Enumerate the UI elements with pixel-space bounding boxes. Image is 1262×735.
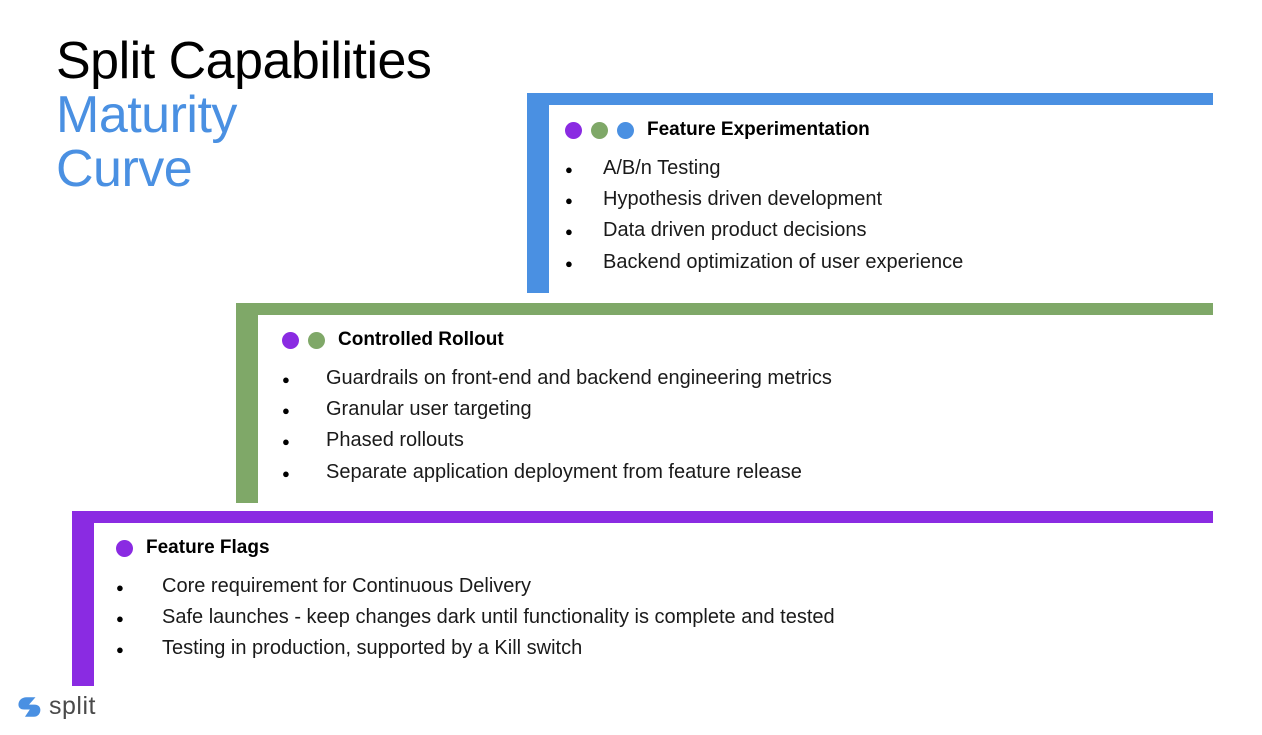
bullet-icon: ● xyxy=(282,372,290,387)
list-item-label: Data driven product decisions xyxy=(603,219,867,242)
tier-header-feature-experimentation xyxy=(565,119,1203,141)
list-item xyxy=(282,394,1203,425)
tier-title: Feature Flags xyxy=(146,537,270,558)
tier-bar-left xyxy=(527,93,549,293)
tier-content-controlled-rollout xyxy=(282,329,1203,488)
list-item-label: Core requirement for Continuous Delivery xyxy=(162,575,532,597)
bullet-icon: ● xyxy=(282,403,290,419)
maturity-dot-green-icon xyxy=(308,332,325,349)
list-item xyxy=(282,425,1203,456)
tier-content-feature-experimentation xyxy=(565,119,1203,278)
list-item xyxy=(565,153,1203,184)
page-title xyxy=(56,32,432,199)
list-item-label: Backend optimization of user experience xyxy=(603,250,964,273)
tier-bar-left xyxy=(236,303,258,503)
split-logo-text: split xyxy=(49,692,96,720)
list-item xyxy=(116,602,1203,633)
tier-title: Controlled Rollout xyxy=(338,329,504,350)
tier-bar-top xyxy=(527,93,1213,105)
tier-header-controlled-rollout xyxy=(282,329,1203,351)
list-item-label: Granular user targeting xyxy=(326,398,532,421)
page-title-line-2: Maturity xyxy=(56,86,237,145)
list-item xyxy=(565,184,1203,215)
tier-header-feature-flags xyxy=(116,537,1203,559)
tier-feature-experimentation xyxy=(527,93,1213,293)
list-item xyxy=(565,247,1203,278)
tier-controlled-rollout xyxy=(236,303,1213,503)
bullet-icon: ● xyxy=(282,465,290,481)
maturity-dot-blue-icon xyxy=(617,122,634,139)
maturity-dot-purple-icon xyxy=(565,122,582,139)
list-item-label: Hypothesis driven development xyxy=(603,188,883,211)
bullet-icon: ● xyxy=(565,224,573,240)
list-item-label: Guardrails on front-end and backend engineering metrics xyxy=(326,367,832,389)
tier-bar-left xyxy=(72,511,94,686)
bullet-icon: ● xyxy=(565,255,573,271)
list-item xyxy=(565,215,1203,246)
tier-bar-top xyxy=(236,303,1213,315)
list-item-label: Separate application deployment from feature release xyxy=(326,460,802,483)
list-item xyxy=(116,633,1203,664)
list-item-label: Testing in production, supported by a Kill switch xyxy=(162,637,583,660)
list-item-label: A/B/n Testing xyxy=(603,157,721,179)
bullet-icon: ● xyxy=(116,580,124,595)
split-logo-icon xyxy=(16,694,42,720)
bullet-icon: ● xyxy=(116,642,124,658)
maturity-dot-purple-icon xyxy=(282,332,299,349)
tier-title: Feature Experimentation xyxy=(647,119,870,140)
list-item xyxy=(282,363,1203,394)
tier-bar-top xyxy=(72,511,1213,523)
maturity-dot-purple-icon xyxy=(116,540,133,557)
list-item xyxy=(282,457,1203,488)
tier-bullet-list-feature-flags xyxy=(116,571,1203,665)
split-logo xyxy=(16,692,96,721)
list-item-label: Safe launches - keep changes dark until functionality is complete and tested xyxy=(162,606,835,629)
tier-bullet-list-controlled-rollout xyxy=(282,363,1203,488)
page-title-line-3: Curve xyxy=(56,140,193,199)
list-item xyxy=(116,571,1203,602)
page-title-line-1: Split Capabilities xyxy=(56,32,432,90)
maturity-dot-green-icon xyxy=(591,122,608,139)
bullet-icon: ● xyxy=(116,611,124,627)
tier-feature-flags xyxy=(72,511,1213,686)
list-item-label: Phased rollouts xyxy=(326,429,464,452)
bullet-icon: ● xyxy=(282,434,290,450)
bullet-icon: ● xyxy=(565,162,573,177)
tier-bullet-list-feature-experimentation xyxy=(565,153,1203,278)
tier-content-feature-flags xyxy=(116,537,1203,665)
bullet-icon: ● xyxy=(565,193,573,209)
